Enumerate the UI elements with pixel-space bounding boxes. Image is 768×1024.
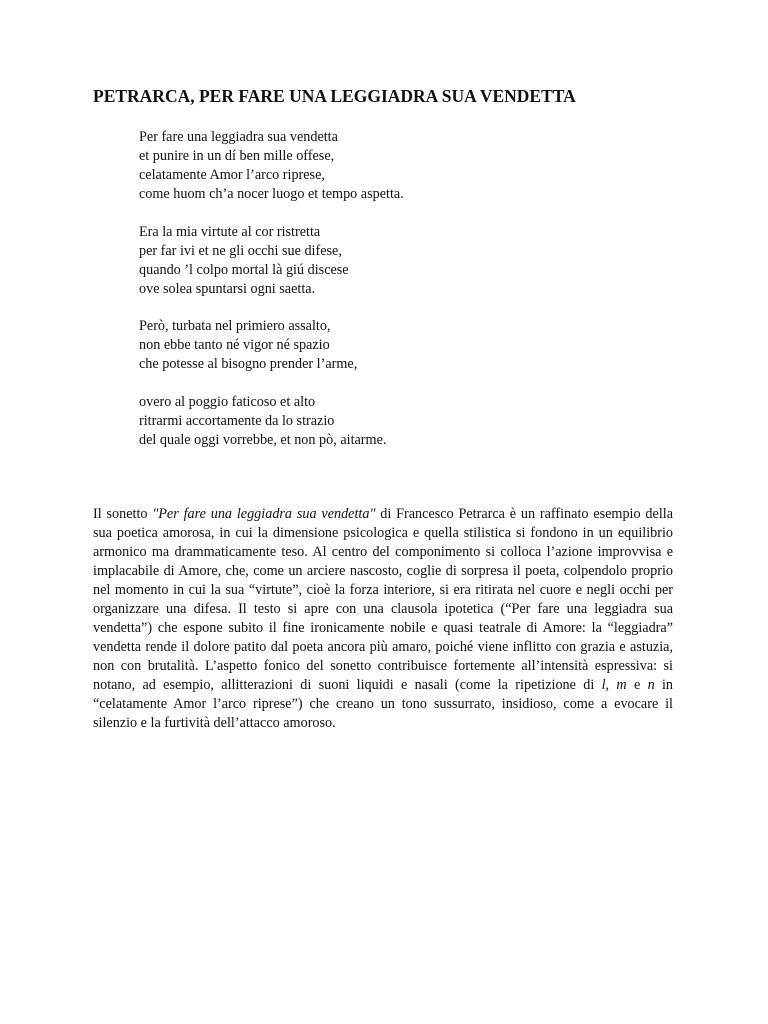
poem-line: ove solea spuntarsi ogni saetta. [139,280,316,297]
essay-letter-l: l [601,677,606,693]
poem-line: per far ivi et ne gli occhi sue difese, [139,242,342,259]
poem [139,128,404,468]
poem-line: Per fare una leggiadra sua vendetta [139,129,338,145]
essay-text: Il sonetto [93,506,153,522]
essay-text: di Francesco Petrarca è un raffinato esempio della sua poetica amorosa, in cui la dimensione psicologica e quella stilistica si fondono in un equilibrio armonico ma drammaticamente teso. Al centro del componimento si colloca l’azione improvvisa e implacabile di Amore, che, come un arciere nascosto, coglie di sorpresa il poeta, colpendolo proprio nel momento in cui la sua “virtute”, cioè la forza interiore, si era ritirata nel cuore e negli occhi per organizzare una difesa. Il testo si apre con una clausola ipotetica (“Per fare una leggiadra sua vendetta”) che espone subito il fine ironicamente nobile e quasi teatrale di Amore: la “leggiadra” vendetta rende il dolore patito dal poeta ancora più amaro, poiché viene inflitto con grazia e astuzia, non con brutalità. L’aspetto fonico del sonetto contribuisce fortemente all’intensità espressiva: si notano, ad esempio, allitterazioni di suoni liquidi e nasali (come la ripetizione di [93,506,673,693]
poem-line: del quale oggi vorrebbe, et non pò, aitarme. [139,431,387,448]
poem-line: et punire in un dí ben mille offese, [139,148,335,164]
poem-stanza-4 [139,393,404,450]
poem-line: ritrarmi accortamente da lo strazio [139,412,335,429]
poem-line: celatamente Amor l’arco riprese, [139,167,325,183]
poem-line: non ebbe tanto né vigor né spazio [139,337,330,353]
essay-letter-m: m [616,677,627,693]
essay-text: e [626,677,648,693]
essay-letter-n: n [647,677,655,693]
poem-stanza-1 [139,128,404,204]
poem-line: Però, turbata nel primiero assalto, [139,318,331,334]
essay-quoted-title: "Per fare una leggiadra sua vendetta" [152,506,376,522]
essay-paragraph [93,505,673,733]
poem-line: come huom ch’a nocer luogo et tempo aspetta. [139,186,404,202]
poem-line: che potesse al bisogno prender l’arme, [139,356,358,372]
poem-stanza-2 [139,223,404,299]
page-title: PETRARCA, PER FARE UNA LEGGIADRA SUA VENDETTA [93,86,576,106]
essay-text: in “celatamente Amor l’arco riprese”) che creano un tono sussurrato, insidioso, come a evocare il silenzio e la furtività dell’attacco amoroso. [93,677,673,731]
poem-line: Era la mia virtute al cor ristretta [139,223,321,240]
poem-line: quando ’l colpo mortal là giú discese [139,261,349,278]
poem-line: overo al poggio faticoso et alto [139,393,316,410]
essay-body [93,505,673,733]
poem-stanza-3 [139,317,404,374]
essay-text: , [605,677,617,693]
